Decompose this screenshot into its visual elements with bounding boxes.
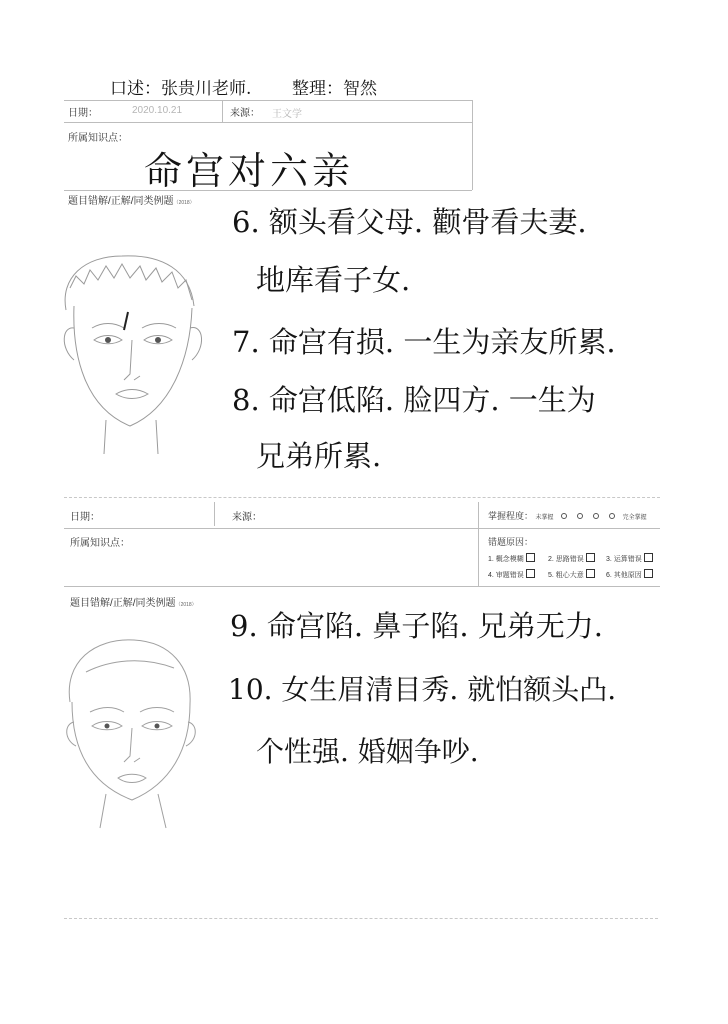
mastery-option-2[interactable] (577, 513, 583, 519)
dictation-note: 口述：张贵川老师. (110, 79, 252, 99)
reason-option-6[interactable]: 6. 其他原因 (606, 569, 653, 580)
card1-right-rule (472, 100, 473, 190)
mastery-scale: 掌握程度： 未掌握 完全掌握 (488, 511, 647, 521)
card2-divider-1 (214, 502, 215, 526)
card1-line-5: 兄弟所累. (256, 439, 382, 473)
card2-divider-2 (478, 502, 479, 586)
reason-option-3[interactable]: 3. 运算错误 (606, 553, 653, 564)
card1-source-value: 王文学 (272, 109, 302, 120)
mastery-option-3[interactable] (593, 513, 599, 519)
card1-top-rule (64, 100, 472, 101)
card2-bottom-rule (64, 586, 660, 587)
reason-option-5[interactable]: 5. 粗心大意 (548, 569, 595, 580)
card2-line-3: 个性强. 婚姻争吵. (256, 735, 479, 768)
card2-cut-line (64, 497, 660, 498)
card2-knowledge-label: 所属知识点： (70, 538, 130, 549)
card2-end-line (64, 918, 658, 919)
organizer-note: 整理：智然 (292, 79, 377, 99)
error-reason-label: 错题原因： (488, 537, 534, 547)
card1-line-1: 6. 额头看父母. 颧骨看夫妻. (232, 205, 587, 239)
mastery-option-4[interactable] (609, 513, 615, 519)
card1-date-label: 日期： (68, 108, 98, 119)
reason-option-2[interactable]: 2. 思路错误 (548, 553, 595, 564)
card1-knowledge-label: 所属知识点： (68, 133, 128, 144)
mastery-option-1[interactable] (561, 513, 567, 519)
card2-line-1: 9. 命宫陷. 鼻子陷. 兄弟无力. (230, 609, 603, 643)
card2-source-label: 来源： (232, 512, 262, 523)
reason-option-1[interactable]: 1. 概念模糊 (488, 553, 535, 564)
card1-bottom-rule (64, 190, 472, 191)
card1-line-3: 7. 命宫有损. 一生为亲友所累. (232, 325, 616, 359)
card2-example-label: 题目错解/正解/同类例题（2018） (70, 598, 197, 609)
card1-date-value: 2020.10.21 (132, 105, 183, 116)
card1-source-label: 来源： (230, 108, 260, 119)
card1-mid-rule (64, 122, 472, 123)
card1-line-4: 8. 命宫低陷. 脸四方. 一生为 (232, 383, 596, 417)
card2-mid-rule (64, 528, 660, 529)
card1-knowledge-title: 命宫对六亲 (144, 149, 355, 193)
reason-option-4[interactable]: 4. 审题错误 (488, 569, 535, 580)
card1-line-2: 地库看子女. (256, 263, 411, 297)
card1-example-label: 题目错解/正解/同类例题（2018） (68, 196, 195, 207)
male-face-sketch-icon (44, 248, 219, 468)
card1-divider (222, 100, 223, 122)
female-face-sketch-icon (50, 632, 210, 832)
card2-date-label: 日期： (70, 512, 100, 523)
card2-line-2: 10. 女生眉清目秀. 就怕额头凸. (228, 673, 617, 706)
